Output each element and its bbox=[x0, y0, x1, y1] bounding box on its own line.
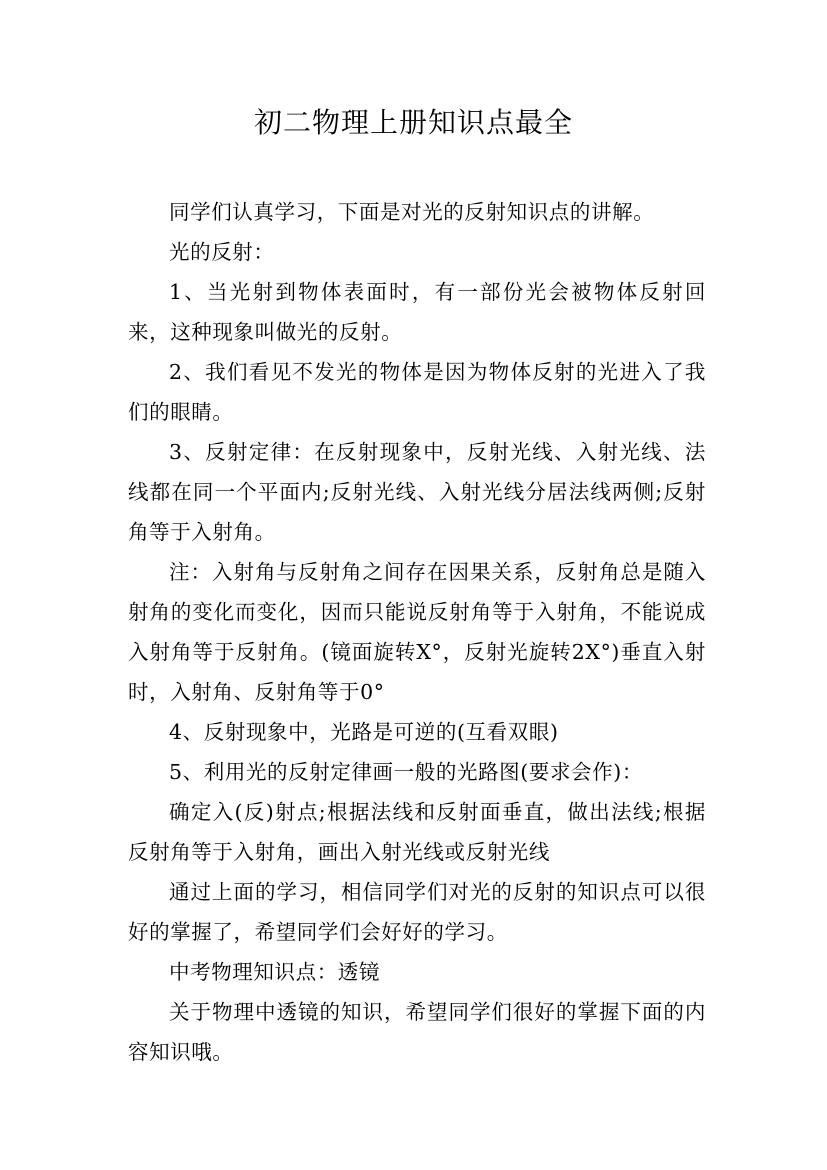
paragraph-summary: 通过上面的学习，相信同学们对光的反射的知识点可以很好的掌握了，希望同学们会好好的学习。 bbox=[128, 880, 706, 944]
body-text bbox=[128, 192, 706, 1072]
page-title: 初二物理上册知识点最全 bbox=[253, 106, 573, 139]
paragraph-point-5: 5、利用光的反射定律画一般的光路图(要求会作)： bbox=[169, 760, 643, 784]
paragraph-point-3: 3、反射定律：在反射现象中，反射光线、入射光线、法线都在同一个平面内;反射光线、入射光线分居法线两侧;反射角等于入射角。 bbox=[128, 440, 706, 544]
paragraph-point-4: 4、反射现象中，光路是可逆的(互看双眼) bbox=[169, 720, 559, 744]
paragraph-steps: 确定入(反)射点;根据法线和反射面垂直，做出法线;根据反射角等于入射角，画出入射光线或反射光线 bbox=[128, 800, 706, 864]
paragraph-point-1: 1、当光射到物体表面时，有一部份光会被物体反射回来，这种现象叫做光的反射。 bbox=[128, 280, 706, 344]
paragraph-note: 注：入射角与反射角之间存在因果关系，反射角总是随入射角的变化而变化，因而只能说反射角等于入射角，不能说成入射角等于反射角。(镜面旋转X°，反射光旋转2X°)垂直入射时，入射角、反射角等于0° bbox=[128, 560, 706, 704]
paragraph-section-heading-lens: 中考物理知识点：透镜 bbox=[169, 960, 380, 984]
paragraph-intro: 同学们认真学习，下面是对光的反射知识点的讲解。 bbox=[169, 200, 655, 224]
paragraph-section-heading-reflection: 光的反射： bbox=[169, 240, 275, 264]
paragraph-lens-intro: 关于物理中透镜的知识，希望同学们很好的掌握下面的内容知识哦。 bbox=[128, 1000, 706, 1064]
paragraph-point-2: 2、我们看见不发光的物体是因为物体反射的光进入了我们的眼睛。 bbox=[128, 360, 706, 424]
